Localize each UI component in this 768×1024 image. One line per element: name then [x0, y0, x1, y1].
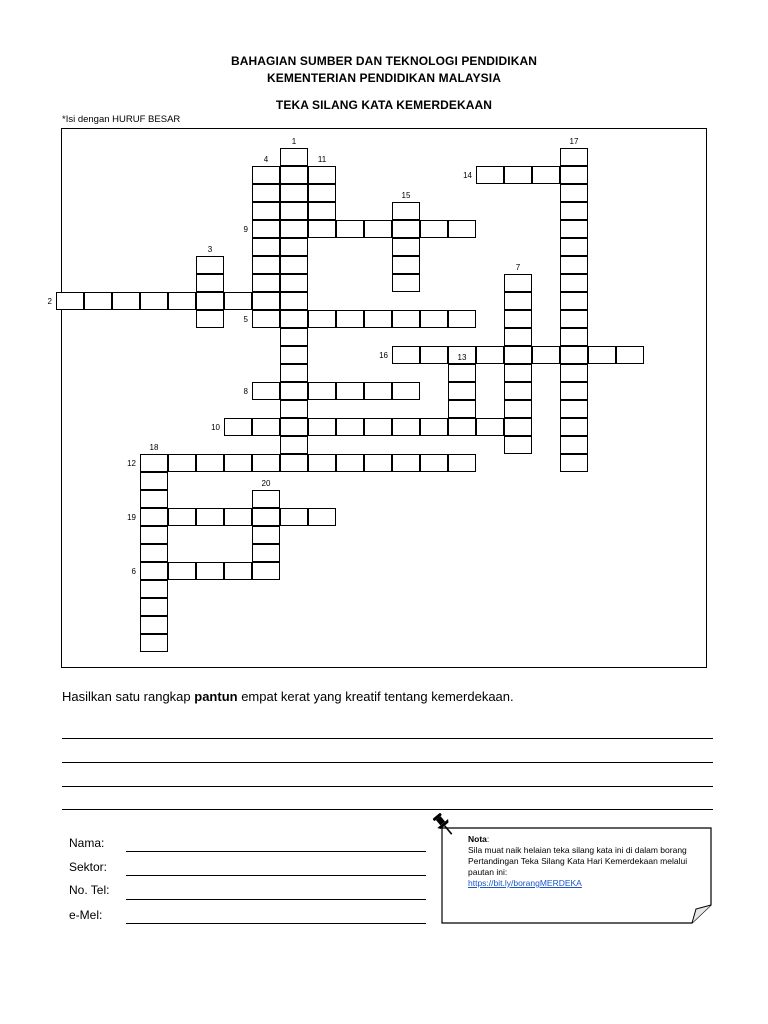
crossword-cell[interactable]: [560, 454, 588, 472]
crossword-cell[interactable]: [280, 202, 308, 220]
crossword-cell[interactable]: [140, 454, 168, 472]
crossword-cell[interactable]: [420, 310, 448, 328]
crossword-cell[interactable]: [336, 454, 364, 472]
crossword-cell[interactable]: [308, 220, 336, 238]
tel-field[interactable]: [126, 899, 426, 900]
crossword-cell[interactable]: [560, 148, 588, 166]
crossword-cell[interactable]: [224, 508, 252, 526]
crossword-cell[interactable]: [224, 562, 252, 580]
crossword-cell[interactable]: [504, 364, 532, 382]
crossword-cell[interactable]: [560, 310, 588, 328]
note-link[interactable]: https://bit.ly/borangMERDEKA: [468, 878, 582, 888]
clue-number: 18: [149, 443, 159, 452]
crossword-cell[interactable]: [504, 310, 532, 328]
crossword-cell[interactable]: [252, 418, 280, 436]
crossword-cell[interactable]: [560, 364, 588, 382]
crossword-cell[interactable]: [112, 292, 140, 310]
clue-number: 16: [379, 351, 388, 360]
clue-number: 11: [317, 155, 327, 164]
crossword-cell[interactable]: [392, 454, 420, 472]
crossword-cell[interactable]: [560, 418, 588, 436]
crossword-cell[interactable]: [588, 346, 616, 364]
note-content: [468, 834, 698, 889]
crossword-cell[interactable]: [280, 184, 308, 202]
crossword-cell[interactable]: [196, 562, 224, 580]
crossword-cell[interactable]: [308, 310, 336, 328]
crossword-cell[interactable]: [140, 634, 168, 652]
crossword-cell[interactable]: [280, 238, 308, 256]
crossword-cell[interactable]: [392, 202, 420, 220]
crossword-cell[interactable]: [252, 310, 280, 328]
crossword-cell[interactable]: [420, 454, 448, 472]
crossword-cell[interactable]: [616, 346, 644, 364]
crossword-cell[interactable]: [280, 400, 308, 418]
crossword-cell[interactable]: [308, 202, 336, 220]
crossword-cell[interactable]: [392, 220, 420, 238]
crossword-cell[interactable]: [196, 310, 224, 328]
crossword-cell[interactable]: [532, 166, 560, 184]
emel-label: e-Mel:: [69, 908, 103, 922]
crossword-cell[interactable]: [252, 508, 280, 526]
crossword-cell[interactable]: [392, 238, 420, 256]
crossword-cell[interactable]: [280, 328, 308, 346]
crossword-cell[interactable]: [504, 328, 532, 346]
crossword-cell[interactable]: [392, 310, 420, 328]
crossword-cell[interactable]: [448, 454, 476, 472]
crossword-cell[interactable]: [560, 256, 588, 274]
crossword-cell[interactable]: [252, 202, 280, 220]
crossword-cell[interactable]: [560, 382, 588, 400]
tel-label: No. Tel:: [69, 883, 110, 897]
crossword-cell[interactable]: [504, 436, 532, 454]
crossword-cell[interactable]: [364, 382, 392, 400]
nama-label: Nama:: [69, 836, 105, 850]
crossword-cell[interactable]: [252, 382, 280, 400]
crossword-cell[interactable]: [308, 184, 336, 202]
crossword-cell[interactable]: [280, 508, 308, 526]
crossword-cell[interactable]: [504, 166, 532, 184]
clue-number: 15: [401, 191, 411, 200]
crossword-cell[interactable]: [560, 220, 588, 238]
crossword-cell[interactable]: [252, 526, 280, 544]
crossword-cell[interactable]: [448, 364, 476, 382]
crossword-cell[interactable]: [196, 508, 224, 526]
crossword-cell[interactable]: [252, 220, 280, 238]
crossword-cell[interactable]: [56, 292, 84, 310]
crossword-cell[interactable]: [336, 220, 364, 238]
crossword-cell[interactable]: [448, 400, 476, 418]
crossword-cell[interactable]: [140, 580, 168, 598]
crossword-cell[interactable]: [308, 166, 336, 184]
crossword-cell[interactable]: [504, 274, 532, 292]
answer-line-1[interactable]: [62, 738, 713, 739]
page-title: TEKA SILANG KATA KEMERDEKAAN: [275, 98, 493, 112]
crossword-cell[interactable]: [476, 166, 504, 184]
crossword-cell[interactable]: [140, 292, 168, 310]
crossword-cell[interactable]: [392, 418, 420, 436]
crossword-cell[interactable]: [448, 382, 476, 400]
answer-line-4[interactable]: [62, 809, 713, 810]
crossword-cell[interactable]: [364, 418, 392, 436]
clue-number: 17: [569, 137, 579, 146]
crossword-cell[interactable]: [140, 508, 168, 526]
crossword-cell[interactable]: [196, 274, 224, 292]
crossword-cell[interactable]: [252, 166, 280, 184]
crossword-cell[interactable]: [560, 202, 588, 220]
crossword-cell[interactable]: [392, 256, 420, 274]
crossword-cell[interactable]: [420, 220, 448, 238]
clue-number: 10: [211, 423, 220, 432]
crossword-cell[interactable]: [476, 418, 504, 436]
clue-number: 12: [127, 459, 136, 468]
answer-line-2[interactable]: [62, 762, 713, 763]
pantun-prompt-bold: pantun: [194, 689, 238, 704]
crossword-cell[interactable]: [280, 346, 308, 364]
crossword-cell[interactable]: [420, 418, 448, 436]
crossword-cell[interactable]: [252, 274, 280, 292]
crossword-cell[interactable]: [308, 382, 336, 400]
crossword-cell[interactable]: [140, 598, 168, 616]
crossword-cell[interactable]: [448, 220, 476, 238]
crossword-cell[interactable]: [196, 256, 224, 274]
crossword-cell[interactable]: [560, 238, 588, 256]
crossword-cell[interactable]: [224, 292, 252, 310]
crossword-cell[interactable]: [392, 274, 420, 292]
crossword-cell[interactable]: [168, 292, 196, 310]
crossword-cell[interactable]: [140, 490, 168, 508]
clue-number: 3: [207, 245, 213, 254]
crossword-cell[interactable]: [336, 382, 364, 400]
header-line-1: BAHAGIAN SUMBER DAN TEKNOLOGI PENDIDIKAN: [230, 54, 537, 68]
nama-field[interactable]: [126, 851, 426, 852]
crossword-cell[interactable]: [280, 436, 308, 454]
pushpin-icon: [430, 811, 458, 844]
crossword-cell[interactable]: [420, 346, 448, 364]
clue-number: 8: [243, 387, 248, 396]
crossword-cell[interactable]: [252, 184, 280, 202]
clue-number: 7: [515, 263, 521, 272]
sektor-field[interactable]: [126, 875, 426, 876]
crossword-frame: [47, 128, 707, 668]
crossword-cell[interactable]: [364, 220, 392, 238]
pantun-prompt-after: empat kerat yang kreatif tentang kemerdekaan.: [237, 689, 514, 704]
crossword-cell[interactable]: [196, 292, 224, 310]
crossword-cell[interactable]: [364, 454, 392, 472]
clue-number: 1: [291, 137, 297, 146]
crossword-cell[interactable]: [168, 562, 196, 580]
clue-number: 19: [127, 513, 136, 522]
crossword-cell[interactable]: [280, 292, 308, 310]
crossword-cell[interactable]: [560, 166, 588, 184]
crossword-cell[interactable]: [252, 256, 280, 274]
crossword-cell[interactable]: [280, 310, 308, 328]
pantun-prompt: [62, 689, 514, 704]
clue-number: 9: [243, 225, 248, 234]
crossword-cell[interactable]: [252, 454, 280, 472]
note-box: [441, 827, 711, 923]
crossword-cell[interactable]: [476, 346, 504, 364]
crossword-cell[interactable]: [280, 274, 308, 292]
crossword-cell[interactable]: [560, 292, 588, 310]
crossword-cell[interactable]: [140, 562, 168, 580]
note-title-colon: :: [486, 834, 490, 844]
crossword-cell[interactable]: [168, 454, 196, 472]
crossword-cell[interactable]: [280, 418, 308, 436]
note-title: Nota: [468, 834, 487, 844]
answer-line-3[interactable]: [62, 786, 713, 787]
crossword-cell[interactable]: [364, 310, 392, 328]
clue-number: 6: [131, 567, 136, 576]
crossword-cell[interactable]: [336, 310, 364, 328]
crossword-cell[interactable]: [224, 454, 252, 472]
crossword-cell[interactable]: [532, 346, 560, 364]
crossword-cell[interactable]: [560, 328, 588, 346]
crossword-cell[interactable]: [280, 148, 308, 166]
crossword-cell[interactable]: [392, 346, 420, 364]
crossword-cell[interactable]: [84, 292, 112, 310]
crossword-cell[interactable]: [252, 292, 280, 310]
crossword-cell[interactable]: [308, 508, 336, 526]
crossword-cell[interactable]: [252, 490, 280, 508]
crossword-cell[interactable]: [224, 418, 252, 436]
crossword-cell[interactable]: [140, 472, 168, 490]
crossword-cell[interactable]: [392, 382, 420, 400]
crossword-cell[interactable]: [308, 418, 336, 436]
crossword-cell[interactable]: [504, 346, 532, 364]
crossword-cell[interactable]: [560, 184, 588, 202]
emel-field[interactable]: [126, 923, 426, 924]
crossword-cell[interactable]: [336, 418, 364, 436]
clue-number: 5: [243, 315, 248, 324]
clue-number: 2: [47, 297, 52, 306]
crossword-cell[interactable]: [168, 508, 196, 526]
crossword-cell[interactable]: [504, 292, 532, 310]
crossword-cell[interactable]: [504, 400, 532, 418]
crossword-cell[interactable]: [140, 616, 168, 634]
crossword-cell[interactable]: [252, 544, 280, 562]
crossword-cell[interactable]: [560, 436, 588, 454]
crossword-cell[interactable]: [560, 346, 588, 364]
crossword-cell[interactable]: [196, 454, 224, 472]
clue-number: 13: [457, 353, 467, 362]
crossword-cell[interactable]: [280, 382, 308, 400]
clue-number: 14: [463, 171, 472, 180]
crossword-cell[interactable]: [504, 418, 532, 436]
crossword-cell[interactable]: [280, 256, 308, 274]
header-line-2: KEMENTERIAN PENDIDIKAN MALAYSIA: [266, 71, 501, 85]
crossword-cell[interactable]: [560, 274, 588, 292]
crossword-cell[interactable]: [308, 454, 336, 472]
crossword-cell[interactable]: [280, 220, 308, 238]
pantun-prompt-before: Hasilkan satu rangkap: [62, 689, 195, 704]
sektor-label: Sektor:: [69, 860, 108, 874]
crossword-cell[interactable]: [252, 238, 280, 256]
note-body: Sila muat naik helaian teka silang kata ini di dalam borang Pertandingan Teka Silang Kata Hari Kemerdekaan melalui pautan ini:: [468, 845, 688, 877]
crossword-cell[interactable]: [504, 382, 532, 400]
crossword-cell[interactable]: [140, 526, 168, 544]
crossword-cell[interactable]: [252, 562, 280, 580]
crossword-cell[interactable]: [448, 418, 476, 436]
clue-number: 20: [261, 479, 271, 488]
crossword-cell[interactable]: [280, 454, 308, 472]
crossword-cell[interactable]: [560, 400, 588, 418]
instruction-text: *Isi dengan HURUF BESAR: [62, 114, 181, 125]
crossword-cell[interactable]: [140, 544, 168, 562]
crossword-cell[interactable]: [280, 364, 308, 382]
crossword-cell[interactable]: [448, 310, 476, 328]
clue-number: 4: [263, 155, 269, 164]
crossword-cell[interactable]: [280, 166, 308, 184]
